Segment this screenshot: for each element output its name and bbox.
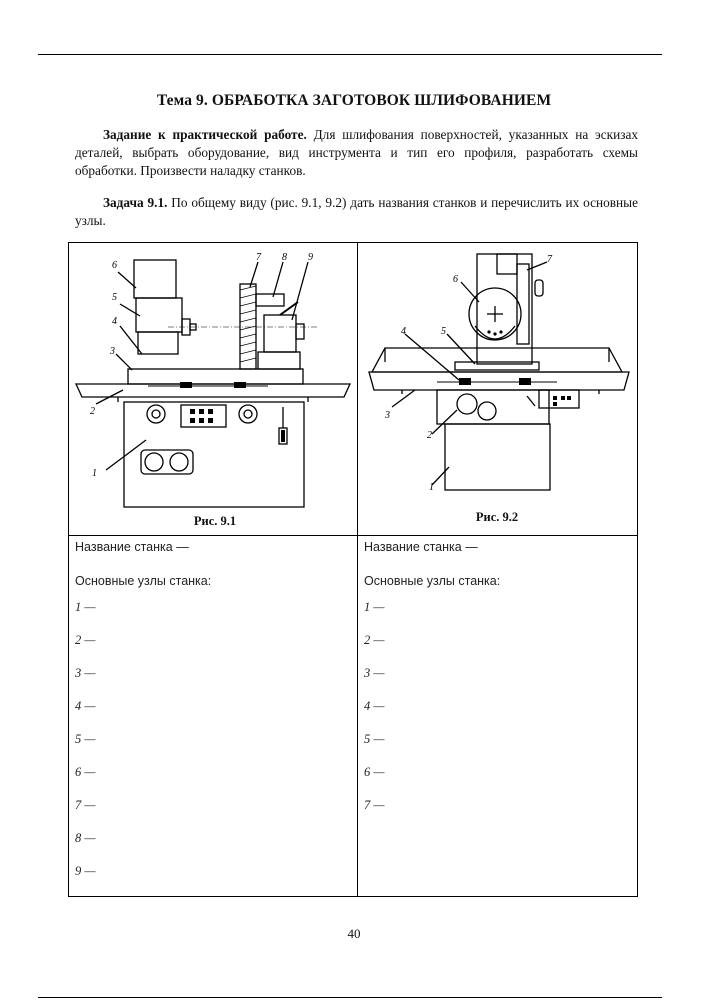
answer-column-left xyxy=(75,540,350,890)
unit-item: 6 — xyxy=(364,765,385,779)
assignment-paragraph xyxy=(75,126,638,180)
fig2-label-6: 6 xyxy=(453,274,458,285)
answer-column-right xyxy=(364,540,634,840)
units-heading: Основные узлы станка: xyxy=(75,574,212,588)
bottom-rule xyxy=(38,997,662,998)
assignment-text: Для шлифования поверхностей, указанных на эскизах деталей, выбрать оборудование, вид инструмента и тип его профиля, разработать схемы обработки. Произвести наладку станков. xyxy=(75,127,639,178)
unit-item: 2 — xyxy=(75,633,96,647)
fig1-label-7: 7 xyxy=(256,252,261,263)
unit-item: 4 — xyxy=(75,699,96,713)
unit-item: 9 — xyxy=(75,864,96,878)
figure-9-2-drawing xyxy=(357,242,638,535)
fig1-label-6: 6 xyxy=(112,260,117,271)
fig1-label-1: 1 xyxy=(92,468,97,479)
fig2-label-1: 1 xyxy=(429,482,434,493)
figure-9-2-caption: Рис. 9.2 xyxy=(475,510,519,524)
fig2-label-5: 5 xyxy=(441,326,446,337)
fig1-label-9: 9 xyxy=(308,252,313,263)
unit-item: 3 — xyxy=(75,666,96,680)
table-divider-horizontal xyxy=(68,535,638,536)
machine-name-field: Название станка — xyxy=(75,540,189,554)
units-heading: Основные узлы станка: xyxy=(364,574,501,588)
unit-item: 2 — xyxy=(364,633,385,647)
page-number: 40 xyxy=(347,926,361,941)
fig2-label-4: 4 xyxy=(401,326,406,337)
unit-item: 7 — xyxy=(75,798,96,812)
fig2-label-2: 2 xyxy=(427,430,432,441)
fig1-label-3: 3 xyxy=(110,346,115,357)
fig1-label-2: 2 xyxy=(90,406,95,417)
unit-item: 8 — xyxy=(75,831,96,845)
unit-item: 3 — xyxy=(364,666,385,680)
assignment-label: Задание к практической работе. xyxy=(103,127,307,142)
unit-item: 4 — xyxy=(364,699,385,713)
unit-item: 5 — xyxy=(75,732,96,746)
figure-9-1-caption: Рис. 9.1 xyxy=(193,514,237,528)
task-label: Задача 9.1. xyxy=(103,195,168,210)
fig2-label-3: 3 xyxy=(385,410,390,421)
fig1-label-5: 5 xyxy=(112,292,117,303)
fig1-label-8: 8 xyxy=(282,252,287,263)
figure-9-1-drawing xyxy=(68,242,358,535)
fig2-label-7: 7 xyxy=(547,254,552,265)
fig1-label-4: 4 xyxy=(112,316,117,327)
unit-item: 5 — xyxy=(364,732,385,746)
unit-item: 1 — xyxy=(75,600,96,614)
task-text: По общему виду (рис. 9.1, 9.2) дать названия станков и перечислить их основные узлы. xyxy=(75,195,638,228)
unit-item: 6 — xyxy=(75,765,96,779)
machine-name-field: Название станка — xyxy=(364,540,478,554)
unit-item: 7 — xyxy=(364,798,385,812)
page-title: Тема 9. ОБРАБОТКА ЗАГОТОВОК ШЛИФОВАНИЕМ xyxy=(156,92,552,109)
task-paragraph xyxy=(75,194,638,230)
top-rule xyxy=(38,54,662,55)
unit-item: 1 — xyxy=(364,600,385,614)
